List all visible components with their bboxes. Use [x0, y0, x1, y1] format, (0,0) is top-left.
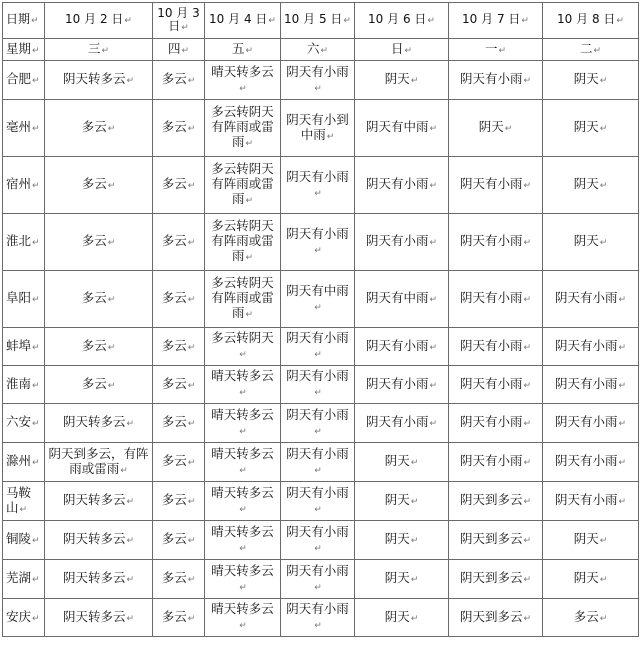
city-name-cell: 六安↵ — [3, 404, 45, 443]
forecast-cell: 阴天有中雨↵ — [281, 271, 355, 328]
forecast-cell: 阴天↵ — [355, 599, 449, 637]
forecast-cell: 阴天↵ — [543, 214, 639, 271]
forecast-cell: 阴天有小雨↵ — [449, 61, 543, 100]
forecast-cell: 多云转阴天有阵雨或雷雨↵ — [205, 214, 281, 271]
forecast-cell: 多云↵ — [45, 271, 153, 328]
forecast-cell: 阴天有小雨↵ — [543, 366, 639, 404]
forecast-cell: 阴天有小雨↵ — [543, 328, 639, 366]
forecast-cell: 阴天↵ — [449, 100, 543, 157]
date-cell: 10 月 5 日↵ — [281, 3, 355, 39]
forecast-cell: 阴天有小雨↵ — [543, 271, 639, 328]
forecast-cell: 阴天↵ — [543, 100, 639, 157]
forecast-cell: 阴天有小雨↵ — [281, 157, 355, 214]
forecast-cell: 多云↵ — [153, 560, 205, 599]
forecast-cell: 阴天有小雨↵ — [281, 366, 355, 404]
forecast-cell: 阴天↵ — [355, 560, 449, 599]
forecast-cell: 阴天有小雨↵ — [355, 366, 449, 404]
weekday-cell: 日↵ — [355, 39, 449, 61]
date-cell: 10 月 7 日↵ — [449, 3, 543, 39]
forecast-cell: 多云↵ — [45, 100, 153, 157]
forecast-cell: 多云↵ — [153, 599, 205, 637]
forecast-cell: 晴天转多云↵ — [205, 443, 281, 482]
corner-label: 日期↵ — [3, 3, 45, 39]
forecast-cell: 阴天有小雨↵ — [449, 404, 543, 443]
forecast-cell: 多云↵ — [153, 157, 205, 214]
date-cell: 10 月 3 日↵ — [153, 3, 205, 39]
forecast-cell: 阴天有小雨↵ — [543, 404, 639, 443]
forecast-cell: 晴天转多云↵ — [205, 482, 281, 521]
forecast-cell: 阴天转多云↵ — [45, 482, 153, 521]
forecast-cell: 多云转阴天有阵雨或雷雨↵ — [205, 157, 281, 214]
weather-forecast-table — [2, 2, 639, 637]
forecast-cell: 多云↵ — [153, 366, 205, 404]
forecast-cell: 阴天↵ — [355, 521, 449, 560]
city-name-cell: 亳州↵ — [3, 100, 45, 157]
date-header-row — [3, 3, 639, 39]
forecast-cell: 多云↵ — [45, 366, 153, 404]
date-cell: 10 月 8 日↵ — [543, 3, 639, 39]
forecast-cell: 阴天有小雨↵ — [449, 366, 543, 404]
forecast-cell: 阴天转多云↵ — [45, 521, 153, 560]
forecast-cell: 阴天转多云↵ — [45, 599, 153, 637]
table-row — [3, 271, 639, 328]
city-name-cell: 铜陵↵ — [3, 521, 45, 560]
forecast-cell: 阴天↵ — [543, 521, 639, 560]
forecast-cell: 阴天有小雨↵ — [281, 61, 355, 100]
forecast-cell: 阴天↵ — [543, 560, 639, 599]
forecast-cell: 阴天有小雨↵ — [281, 404, 355, 443]
forecast-cell: 多云转阴天有阵雨或雷雨↵ — [205, 100, 281, 157]
table-row — [3, 214, 639, 271]
table-row — [3, 366, 639, 404]
table-row — [3, 328, 639, 366]
forecast-cell: 多云↵ — [153, 214, 205, 271]
weekday-cell: 四↵ — [153, 39, 205, 61]
weekday-header-row — [3, 39, 639, 61]
forecast-cell: 阴天↵ — [543, 157, 639, 214]
forecast-cell: 阴天有小雨↵ — [543, 482, 639, 521]
forecast-cell: 阴天有小雨↵ — [281, 599, 355, 637]
table-row — [3, 100, 639, 157]
weekday-cell: 六↵ — [281, 39, 355, 61]
forecast-cell: 阴天有小到中雨↵ — [281, 100, 355, 157]
forecast-cell: 阴天有小雨↵ — [281, 521, 355, 560]
forecast-cell: 阴天到多云↵ — [449, 521, 543, 560]
weekday-cell: 五↵ — [205, 39, 281, 61]
forecast-cell: 多云↵ — [153, 328, 205, 366]
date-cell: 10 月 4 日↵ — [205, 3, 281, 39]
forecast-cell: 晴天转多云↵ — [205, 599, 281, 637]
forecast-cell: 阴天有中雨↵ — [355, 100, 449, 157]
table-row — [3, 61, 639, 100]
table-row — [3, 157, 639, 214]
forecast-cell: 阴天↵ — [355, 482, 449, 521]
weekday-cell: 二↵ — [543, 39, 639, 61]
forecast-cell: 阴天有小雨↵ — [449, 328, 543, 366]
forecast-cell: 阴天↵ — [355, 61, 449, 100]
city-name-cell: 芜湖↵ — [3, 560, 45, 599]
table-row — [3, 443, 639, 482]
forecast-cell: 阴天有小雨↵ — [281, 328, 355, 366]
forecast-cell: 晴天转多云↵ — [205, 521, 281, 560]
forecast-cell: 阴天到多云↵ — [449, 560, 543, 599]
forecast-cell: 多云↵ — [45, 214, 153, 271]
forecast-cell: 阴天有小雨↵ — [543, 443, 639, 482]
forecast-cell: 多云转阴天↵ — [205, 328, 281, 366]
forecast-cell: 阴天有小雨↵ — [281, 482, 355, 521]
weekday-label: 星期↵ — [3, 39, 45, 61]
city-name-cell: 淮北↵ — [3, 214, 45, 271]
city-name-cell: 蚌埠↵ — [3, 328, 45, 366]
forecast-cell: 阴天到多云↵ — [449, 599, 543, 637]
forecast-cell: 阴天↵ — [543, 61, 639, 100]
forecast-cell: 阴天有小雨↵ — [449, 271, 543, 328]
forecast-cell: 晴天转多云↵ — [205, 61, 281, 100]
table-row — [3, 599, 639, 637]
forecast-cell: 多云↵ — [543, 599, 639, 637]
forecast-cell: 阴天有小雨↵ — [355, 157, 449, 214]
forecast-cell: 阴天到多云↵ — [449, 482, 543, 521]
table-row — [3, 521, 639, 560]
forecast-cell: 阴天转多云↵ — [45, 61, 153, 100]
city-name-cell: 合肥↵ — [3, 61, 45, 100]
forecast-cell: 阴天有小雨↵ — [281, 214, 355, 271]
forecast-cell: 阴天有小雨↵ — [449, 443, 543, 482]
forecast-cell: 阴天到多云，有阵雨或雷雨↵ — [45, 443, 153, 482]
forecast-cell: 多云↵ — [45, 328, 153, 366]
forecast-cell: 阴天有小雨↵ — [449, 214, 543, 271]
city-name-cell: 马鞍山↵ — [3, 482, 45, 521]
forecast-cell: 多云↵ — [153, 100, 205, 157]
table-row — [3, 560, 639, 599]
forecast-cell: 多云↵ — [153, 482, 205, 521]
city-name-cell: 淮南↵ — [3, 366, 45, 404]
forecast-cell: 阴天有中雨↵ — [355, 271, 449, 328]
forecast-cell: 阴天转多云↵ — [45, 404, 153, 443]
forecast-cell: 多云↵ — [153, 443, 205, 482]
forecast-cell: 多云转阴天有阵雨或雷雨↵ — [205, 271, 281, 328]
city-name-cell: 宿州↵ — [3, 157, 45, 214]
city-name-cell: 安庆↵ — [3, 599, 45, 637]
table-row — [3, 404, 639, 443]
date-cell: 10 月 6 日↵ — [355, 3, 449, 39]
date-cell: 10 月 2 日↵ — [45, 3, 153, 39]
forecast-cell: 多云↵ — [153, 61, 205, 100]
city-name-cell: 滁州↵ — [3, 443, 45, 482]
forecast-cell: 阴天有小雨↵ — [355, 214, 449, 271]
forecast-cell: 阴天有小雨↵ — [449, 157, 543, 214]
weekday-cell: 一↵ — [449, 39, 543, 61]
table-row — [3, 482, 639, 521]
forecast-cell: 晴天转多云↵ — [205, 404, 281, 443]
forecast-cell: 阴天有小雨↵ — [355, 328, 449, 366]
forecast-cell: 晴天转多云↵ — [205, 560, 281, 599]
forecast-cell: 阴天有小雨↵ — [281, 560, 355, 599]
forecast-cell: 晴天转多云↵ — [205, 366, 281, 404]
forecast-cell: 多云↵ — [45, 157, 153, 214]
city-name-cell: 阜阳↵ — [3, 271, 45, 328]
forecast-cell: 多云↵ — [153, 404, 205, 443]
forecast-cell: 阴天↵ — [355, 443, 449, 482]
forecast-cell: 阴天有小雨↵ — [355, 404, 449, 443]
forecast-cell: 多云↵ — [153, 521, 205, 560]
forecast-cell: 多云↵ — [153, 271, 205, 328]
forecast-cell: 阴天转多云↵ — [45, 560, 153, 599]
weekday-cell: 三↵ — [45, 39, 153, 61]
forecast-cell: 阴天有小雨↵ — [281, 443, 355, 482]
